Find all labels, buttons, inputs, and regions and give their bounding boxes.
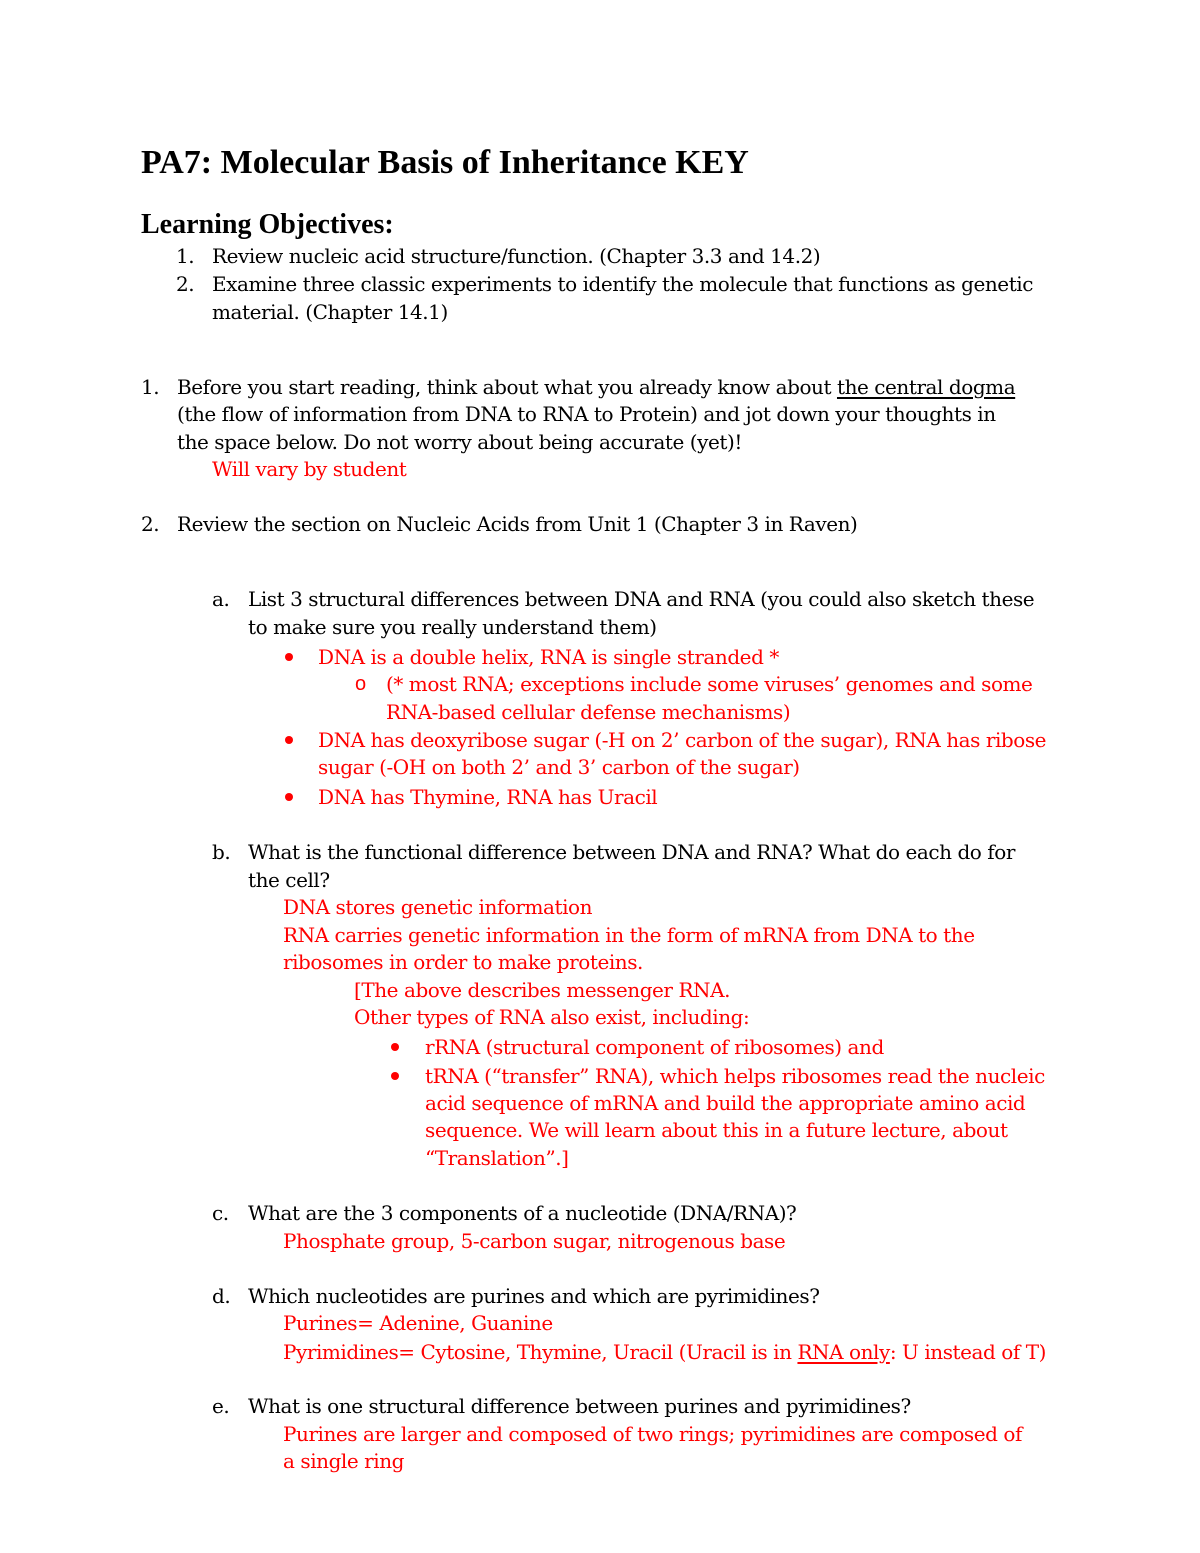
subquestion-text: List 3 structural differences between DNA and RNA (you could also sketch these — [248, 587, 1035, 611]
subquestion-text: What are the 3 components of a nucleotide (DNA/RNA)? — [248, 1201, 797, 1225]
subquestion-text: What is one structural difference between purines and pyrimidines? — [248, 1394, 911, 1418]
central-dogma-term: the central dogma — [836, 375, 1016, 399]
rna-only-emphasis: RNA only — [797, 1340, 890, 1364]
answer-text: Phosphate group, 5-carbon sugar, nitrogenous base — [283, 1229, 786, 1253]
subquestion-text: the cell? — [248, 868, 330, 892]
question-text: the space below. Do not worry about being accurate (yet)! — [177, 430, 742, 454]
answer-bullet-text: sequence. We will learn about this in a future lecture, about — [425, 1118, 1008, 1142]
bullet-icon — [285, 653, 293, 661]
objective-text: Review nucleic acid structure/function. (Chapter 3.3 and 14.2) — [212, 244, 821, 268]
question-text — [177, 373, 1015, 401]
subquestion-letter: a. — [212, 587, 230, 611]
answer-text: Purines= Adenine, Guanine — [283, 1311, 553, 1335]
subquestion-letter: d. — [212, 1284, 231, 1308]
question-number: 2. — [141, 512, 160, 536]
question-number: 1. — [141, 375, 160, 399]
question-text-part: Before you start reading, think about what you already know about — [177, 375, 837, 399]
question-text: Review the section on Nucleic Acids from Unit 1 (Chapter 3 in Raven) — [177, 512, 858, 536]
subquestion-text: to make sure you really understand them) — [248, 615, 657, 639]
subquestion-letter: b. — [212, 840, 231, 864]
bullet-icon — [391, 1043, 399, 1051]
subquestion-text: What is the functional difference between DNA and RNA? What do each do for — [248, 840, 1015, 864]
subquestion-letter: c. — [212, 1201, 229, 1225]
answer-subbullet-text: RNA-based cellular defense mechanisms) — [386, 700, 791, 724]
answer-bullet-text: DNA has Thymine, RNA has Uracil — [318, 785, 658, 809]
answer-text-part: : U instead of T) — [889, 1340, 1046, 1364]
subquestion-letter: e. — [212, 1394, 230, 1418]
answer-note: [The above describes messenger RNA. — [354, 978, 731, 1002]
objective-number: 1. — [176, 244, 195, 268]
answer-bullet-text: rRNA (structural component of ribosomes) and — [425, 1035, 884, 1059]
answer-bullet-text: tRNA (“transfer” RNA), which helps ribosomes read the nucleic — [425, 1064, 1045, 1088]
answer-subbullet-text: (* most RNA; exceptions include some viruses’ genomes and some — [386, 672, 1033, 696]
answer-text: ribosomes in order to make proteins. — [283, 950, 643, 974]
answer-bullet-text: acid sequence of mRNA and build the appropriate amino acid — [425, 1091, 1026, 1115]
sub-bullet-marker: o — [355, 673, 367, 695]
answer-text: Will vary by student — [212, 457, 407, 481]
objectives-heading: Learning Objectives: — [141, 209, 394, 240]
answer-bullet-text: DNA is a double helix, RNA is single stranded * — [318, 645, 779, 669]
answer-text: Purines are larger and composed of two rings; pyrimidines are composed of — [283, 1422, 1022, 1446]
answer-bullet-text: DNA has deoxyribose sugar (-H on 2’ carbon of the sugar), RNA has ribose — [318, 728, 1047, 752]
bullet-icon — [391, 1072, 399, 1080]
answer-text: RNA carries genetic information in the form of mRNA from DNA to the — [283, 923, 975, 947]
page-title: PA7: Molecular Basis of Inheritance KEY — [141, 144, 749, 181]
objective-text: material. (Chapter 14.1) — [212, 300, 448, 324]
question-text: (the flow of information from DNA to RNA to Protein) and jot down your thoughts in — [177, 402, 996, 426]
subquestion-text: Which nucleotides are purines and which are pyrimidines? — [248, 1284, 820, 1308]
objective-text: Examine three classic experiments to identify the molecule that functions as genetic — [212, 272, 1033, 296]
bullet-icon — [285, 736, 293, 744]
answer-note: Other types of RNA also exist, including: — [354, 1005, 750, 1029]
bullet-icon — [285, 793, 293, 801]
answer-bullet-text: “Translation”.] — [425, 1146, 569, 1170]
answer-text: a single ring — [283, 1449, 405, 1473]
answer-bullet-text: sugar (-OH on both 2’ and 3’ carbon of the sugar) — [318, 755, 800, 779]
answer-text — [283, 1338, 1046, 1366]
objective-number: 2. — [176, 272, 195, 296]
answer-text: DNA stores genetic information — [283, 895, 593, 919]
answer-text-part: Pyrimidines= Cytosine, Thymine, Uracil (Uracil is in — [283, 1340, 798, 1364]
